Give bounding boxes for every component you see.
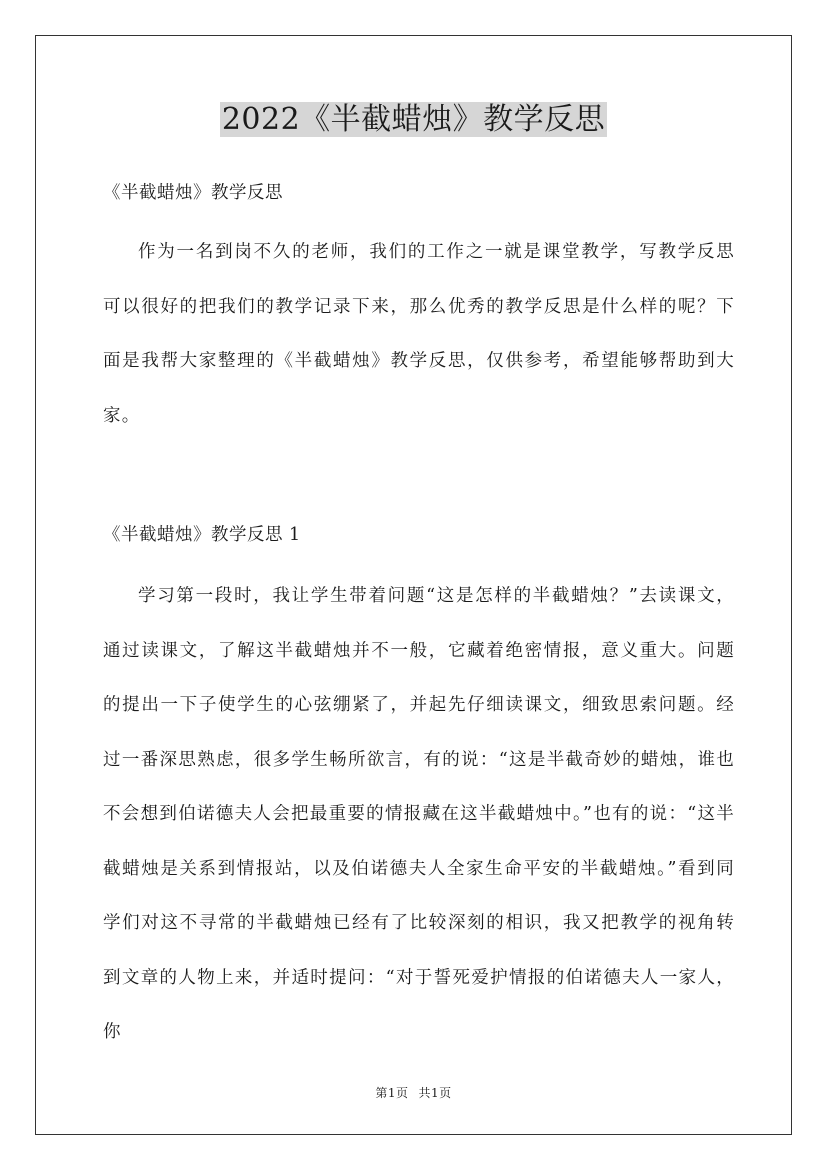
section-1-paragraph: 学习第一段时，我让学生带着问题“这是怎样的半截蜡烛？”去读课文，通过读课文，了解这半截蜡烛并不一般，它藏着绝密情报，意义重大。问题的提出一下子使学生的心弦绷紧了，并起先仔细读课文，细致思索问题。经过一番深思熟虑，很多学生畅所欲言，有的说：“这是半截奇妙的蜡烛，谁也不会想到伯诺德夫人会把最重要的情报藏在这半截蜡烛中。”也有的说：“这半截蜡烛是关系到情报站，以及伯诺德夫人全家生命平安的半截蜡烛。”看到同学们对这不寻常的半截蜡烛已经有了比较深刻的相识，我又把教学的视角转到文章的人物上来，并适时提问：“对于誓死爱护情报的伯诺德夫人一家人，你 (103, 586, 735, 1042)
intro-paragraph: 作为一名到岗不久的老师，我们的工作之一就是课堂教学，写教学反思可以很好的把我们的教学记录下来，那么优秀的教学反思是什么样的呢？下面是我帮大家整理的《半截蜡烛》教学反思，仅供参考，希望能够帮助到大家。 (103, 242, 735, 426)
document-body (103, 171, 735, 1060)
intro-heading: 《半截蜡烛》教学反思 (103, 183, 283, 203)
page-footer (0, 1085, 827, 1101)
page-number-current: 第1页 (375, 1086, 409, 1100)
section-1-heading: 《半截蜡烛》教学反思 1 (103, 525, 301, 545)
document-title-text: 2022《半截蜡烛》教学反思 (221, 102, 606, 137)
page-number-total: 共1页 (418, 1086, 452, 1100)
document-title (0, 98, 827, 142)
